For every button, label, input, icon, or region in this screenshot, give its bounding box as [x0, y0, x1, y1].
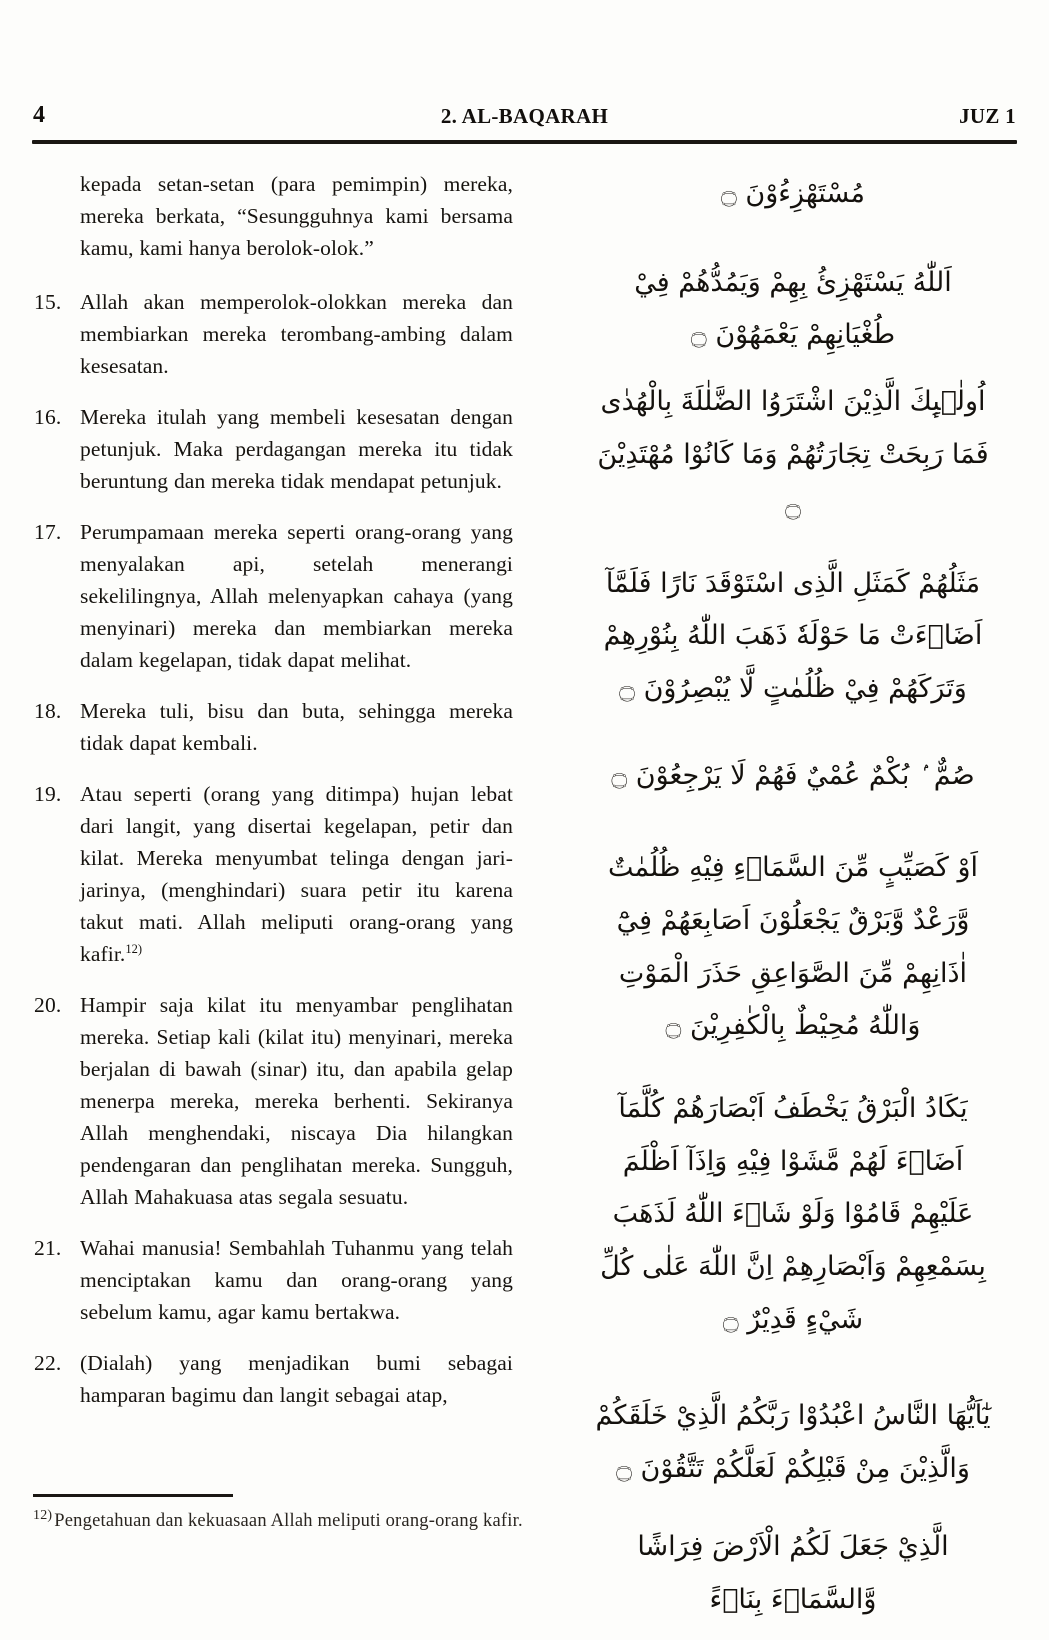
footnote-rule — [33, 1494, 233, 1497]
verse-number: 15. — [34, 290, 62, 314]
arabic-column — [593, 168, 993, 1637]
verse-number: 21. — [34, 1236, 62, 1260]
verse-block — [33, 778, 513, 970]
footnote — [33, 1508, 933, 1534]
surah-title: 2. AL-BAQARAH — [440, 104, 609, 128]
verse-block — [33, 168, 513, 264]
juz-label: JUZ 1 — [959, 104, 1016, 128]
verse-block — [33, 989, 513, 1213]
ayah-text: صُمٌّ ۢ بُكْمٌ عُمْيٌ فَهُمْ لَا يَرْجِعُوْنَ ۝ — [611, 759, 975, 791]
verse-block — [33, 1232, 513, 1328]
ayah-text: اَوْ كَصَيِّبٍ مِّنَ السَّمَاۤءِ فِيْهِ ظُلُمٰتٌ وَّرَعْدٌ وَّبَرْقٌ يَجْعَلُوْنَ اَصَابِعَهُمْ فِيْٓ اٰذَانِهِمْ مِّنَ الصَّوَاعِقِ حَذَرَ الْمَوْتِ وَاللّٰهُ مُحِيْطٌ بِالْكٰفِرِيْنَ ۝ — [607, 852, 979, 1042]
verse-text: Perumpamaan mereka seperti orang-orang yang menyalakan api, setelah menerangi sekelilingnya, Allah melenyapkan cahaya (yang menyinari) mereka dan membiarkan mereka dalam kegelapan, tidak dapat melihat. — [80, 520, 513, 672]
running-header — [33, 95, 1016, 129]
verse-text: (Dialah) yang menjadikan bumi sebagai hamparan bagimu dan langit sebagai atap, — [80, 1351, 513, 1407]
verse-text — [80, 778, 513, 970]
ayah-text: اُولٰۤىِٕكَ الَّذِيْنَ اشْتَرَوُا الضَّلٰلَةَ بِالْهُدٰى فَمَا رَبِحَتْ تِجَارَتُهُمْ وَمَا كَانُوْا مُهْتَدِيْنَ ۝ — [597, 385, 989, 523]
verse-number: 22. — [34, 1351, 62, 1375]
header-rule — [32, 140, 1017, 144]
page-number: 4 — [33, 102, 46, 128]
verse-text: Allah akan memperolok-olokkan mereka dan membiarkan mereka terombang-ambing dalam kesesatan. — [80, 290, 513, 378]
verse-block — [33, 1347, 513, 1411]
ayah-text: مُسْتَهْزِءُوْنَ ۝ — [720, 178, 865, 209]
footnote-reference[interactable]: 12) — [125, 941, 143, 956]
ayah-text: اَللّٰهُ يَسْتَهْزِئُ بِهِمْ وَيَمُدُّهُمْ فِيْ طُغْيَانِهِمْ يَعْمَهُوْنَ ۝ — [634, 266, 952, 351]
verse-block — [33, 516, 513, 676]
translation-column — [33, 168, 513, 1430]
verse-block — [33, 695, 513, 759]
verse-text: kepada setan-setan (para pemimpin) mereka, mereka berkata, “Sesungguhnya kami bersama kamu, kami hanya berolok-olok.” — [80, 172, 513, 260]
footnote-text: Pengetahuan dan kekuasaan Allah meliputi orang-orang kafir. — [54, 1511, 523, 1531]
ayah-text: الَّذِيْ جَعَلَ لَكُمُ الْاَرْضَ فِرَاشًا وَّالسَّمَاۤءَ بِنَاۤءً — [637, 1531, 949, 1616]
verse-number: 18. — [34, 699, 62, 723]
verse-number: 20. — [34, 993, 62, 1017]
verse-number: 19. — [34, 782, 62, 806]
verse-text: Hampir saja kilat itu menyambar penglihatan mereka. Setiap kali (kilat itu) menyinari, mereka berjalan di bawah (sinar) itu, dan apabila gelap menerpa mereka, mereka berhenti. Sekiranya Allah menghendaki, niscaya Dia hilangkan pendengaran dan penglihatan mereka. Sungguh, Allah Mahakuasa atas segala sesuatu. — [80, 993, 513, 1209]
verse-block — [33, 401, 513, 497]
ayah-text: مَثَلُهُمْ كَمَثَلِ الَّذِى اسْتَوْقَدَ نَارًا فَلَمَّآ اَضَاۤءَتْ مَا حَوْلَهٗ ذَهَبَ اللّٰهُ بِنُوْرِهِمْ وَتَرَكَهُمْ فِيْ ظُلُمٰتٍ لَّا يُبْصِرُوْنَ ۝ — [603, 567, 983, 705]
verse-text: Mereka itulah yang membeli kesesatan dengan petunjuk. Maka perdagangan mereka itu tidak beruntung dan mereka tidak mendapat petunjuk. — [80, 405, 513, 493]
verse-block — [33, 286, 513, 382]
verse-number: 17. — [34, 520, 62, 544]
ayah-text: يَكَادُ الْبَرْقُ يَخْطَفُ اَبْصَارَهُمْ كُلَّمَآ اَضَاۤءَ لَهُمْ مَّشَوْا فِيْهِ وَاِذَآ اَظْلَمَ عَلَيْهِمْ قَامُوْا وَلَوْ شَاۤءَ اللّٰهُ لَذَهَبَ بِسَمْعِهِمْ وَاَبْصَارِهِمْ اِنَّ اللّٰهَ عَلٰى كُلِّ شَيْءٍ قَدِيْرٌ ۝ — [600, 1092, 986, 1335]
verse-text-body: Atau seperti (orang yang ditimpa) hujan lebat dari langit, yang disertai kegelapan, petir dan kilat. Mereka menyumbat telinga dengan jari-jarinya, (menghindari) suara petir itu karena takut mati. Allah meliputi orang-orang yang kafir. — [80, 782, 513, 966]
footnote-number: 12) — [33, 1507, 53, 1523]
ayah-text: يٰٓاَيُّهَا النَّاسُ اعْبُدُوْا رَبَّكُمُ الَّذِيْ خَلَقَكُمْ وَالَّذِيْنَ مِنْ قَبْلِكُمْ لَعَلَّكُمْ تَتَّقُوْنَ ۝ — [595, 1400, 991, 1484]
verse-text: Wahai manusia! Sembahlah Tuhanmu yang telah menciptakan kamu dan orang-orang yang sebelum kamu, agar kamu bertakwa. — [80, 1236, 513, 1324]
verse-text: Mereka tuli, bisu dan buta, sehingga mereka tidak dapat kembali. — [80, 699, 513, 755]
verse-number: 16. — [34, 405, 62, 429]
